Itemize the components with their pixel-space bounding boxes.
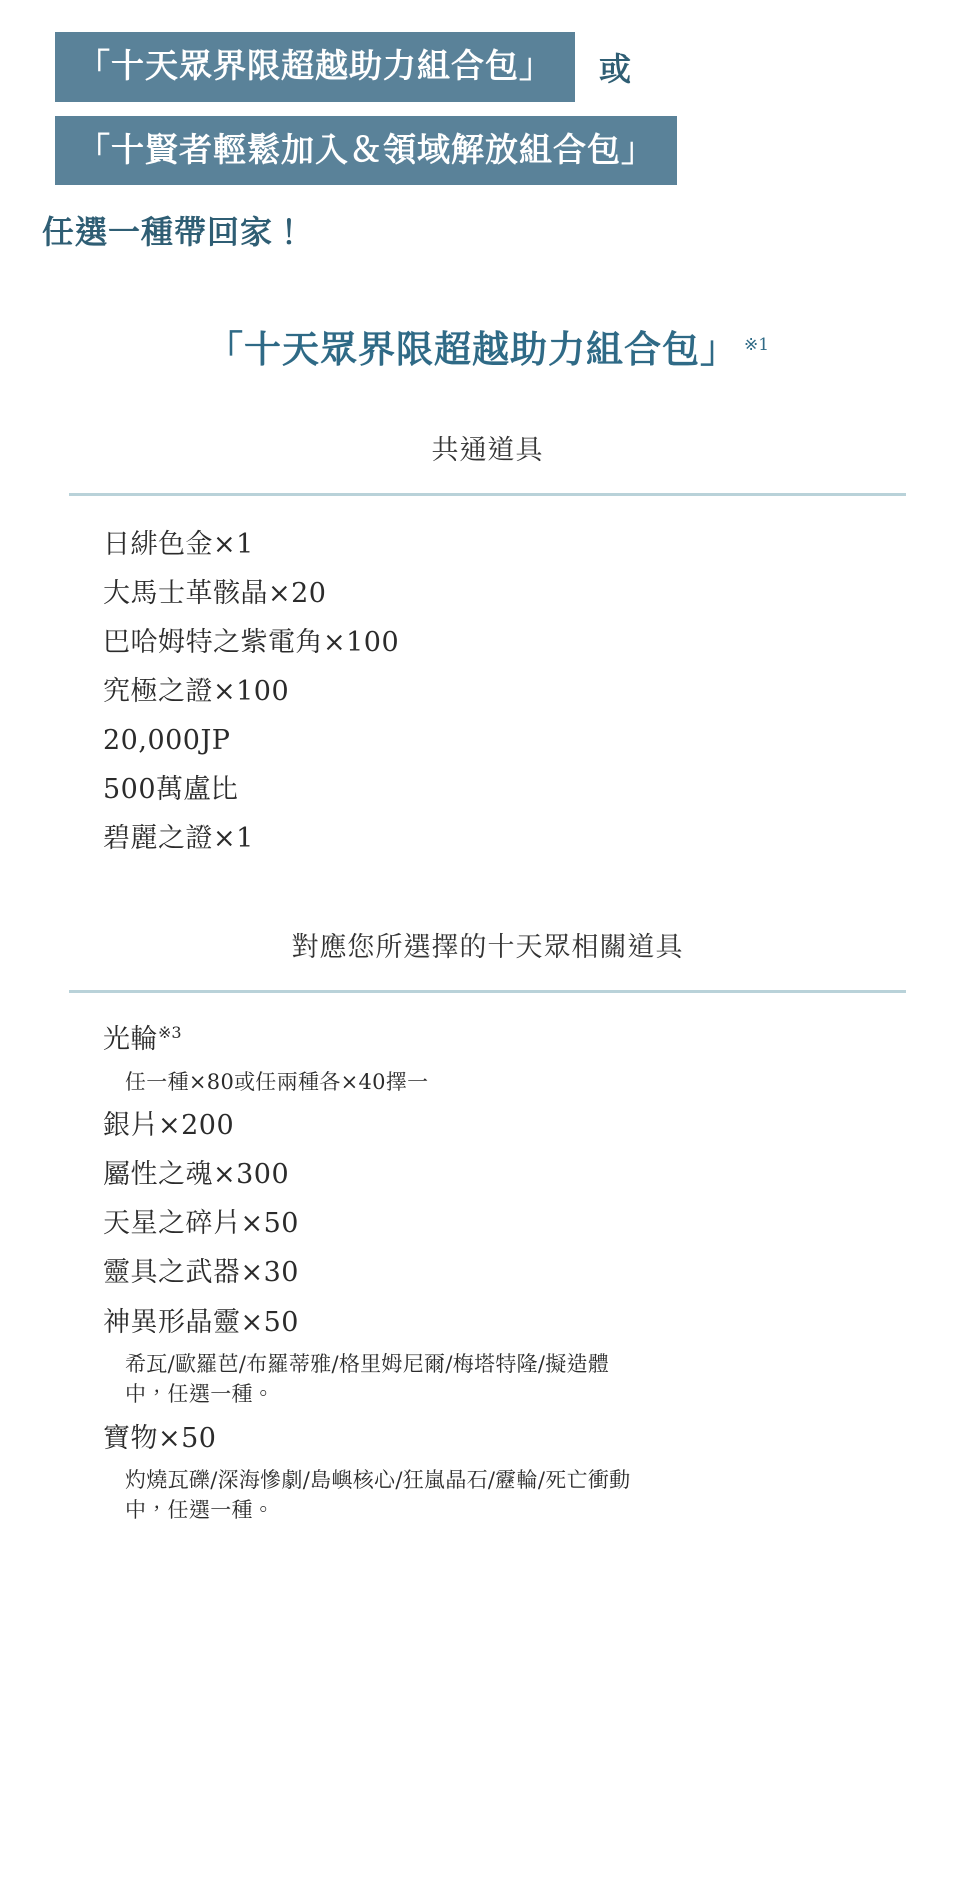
list-item-label: 靈具之武器×30 [103, 1257, 299, 1289]
page-title-footnote: ※1 [743, 335, 770, 356]
list-item-label: 神異形晶靈×50 [103, 1306, 299, 1338]
section-common-items [0, 428, 975, 864]
pack-banner-1: 「十天眾界限超越助力組合包」 [55, 32, 575, 102]
list-item-label: 銀片×200 [103, 1110, 235, 1142]
banner-separator: 或 [599, 49, 632, 88]
list-item [103, 765, 975, 814]
list-item [103, 1015, 975, 1064]
banner-row-primary [0, 0, 975, 102]
list-item-label: 光輪 [103, 1024, 158, 1056]
item-list-common [0, 496, 975, 864]
section-selected-items [0, 925, 975, 1525]
list-item [103, 814, 975, 863]
list-item [103, 1298, 975, 1347]
list-item [103, 1414, 975, 1463]
list-item-note: 希瓦/歐羅芭/布羅蒂雅/格里姆尼爾/梅塔特隆/擬造體 中，任選一種。 [125, 1351, 610, 1407]
list-item-label: 大馬士革骸晶×20 [103, 577, 327, 609]
pack-banner-2: 「十賢者輕鬆加入＆領域解放組合包」 [55, 116, 677, 186]
list-item [103, 618, 975, 667]
list-item-label: 巴哈姆特之紫電角×100 [103, 626, 400, 658]
pack-title-block [0, 327, 975, 371]
list-item-label: 寶物×50 [103, 1422, 217, 1454]
list-item-label: 屬性之魂×300 [103, 1159, 290, 1191]
item-list-selected [0, 993, 975, 1525]
list-item-label: 碧麗之證×1 [103, 823, 254, 855]
list-item [103, 520, 975, 569]
list-item-label: 500萬盧比 [103, 774, 239, 806]
page-title: 「十天眾界限超越助力組合包」 [205, 327, 738, 372]
choose-one-line: 任選一種帶回家！ [42, 213, 307, 252]
list-item-label: 20,000JP [103, 725, 231, 757]
section-heading: 對應您所選擇的十天眾相關道具 [291, 932, 684, 964]
list-item [103, 667, 975, 716]
section-heading: 共通道具 [431, 434, 544, 466]
list-item-footnote: ※3 [158, 1023, 182, 1043]
list-item [103, 1248, 975, 1297]
list-item [103, 1199, 975, 1248]
list-item [103, 1150, 975, 1199]
list-item-label: 天星之碎片×50 [103, 1208, 299, 1240]
list-item-note: 任一種×80或任兩種各×40擇一 [125, 1069, 429, 1094]
list-item [103, 569, 975, 618]
list-item [103, 1101, 975, 1150]
list-item [103, 716, 975, 765]
list-item-label: 究極之證×100 [103, 675, 290, 707]
list-item-label: 日緋色金×1 [103, 528, 254, 560]
banner-row-secondary [0, 116, 975, 186]
list-item-note: 灼燒瓦礫/深海慘劇/島嶼核心/狂嵐晶石/靂輪/死亡衝動 中，任選一種。 [125, 1467, 631, 1523]
